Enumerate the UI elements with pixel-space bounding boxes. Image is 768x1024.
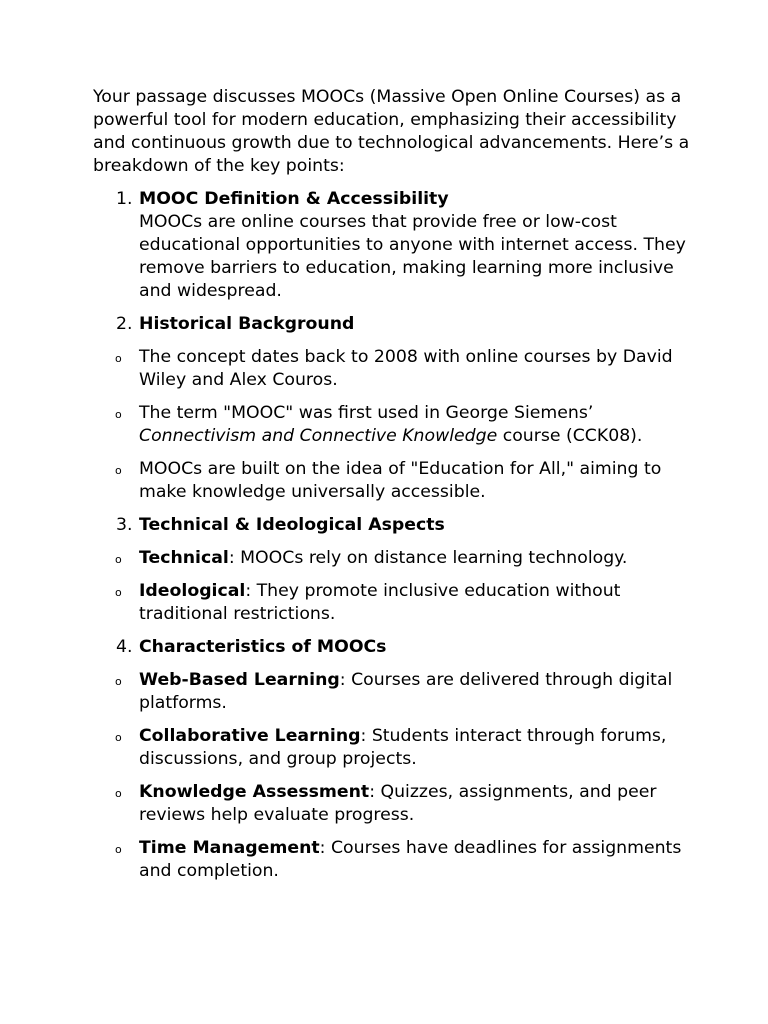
list-item-text: course (CCK08).: [497, 426, 643, 446]
section-number: 1.: [116, 189, 133, 209]
section-heading: Characteristics of MOOCs: [139, 637, 387, 657]
list-item: [93, 725, 693, 771]
intro-paragraph: Your passage discusses MOOCs (Massive Open Online Courses) as a powerful tool for modern education, emphasizing their accessibility and continuous growth due to technological advancements. Here’s a breakdown of the key points:: [93, 87, 690, 176]
list-item: [93, 346, 693, 392]
section-number: 4.: [116, 637, 133, 657]
section-number: 3.: [116, 515, 133, 535]
historical-background-list: [93, 346, 693, 504]
list-item-text: The concept dates back to 2008 with online courses by David Wiley and Alex Couros.: [139, 347, 673, 390]
section-body: MOOCs are online courses that provide free or low-cost educational opportunities to anyone with internet access. They remove barriers to education, making learning more inclusive and widespread.: [139, 212, 686, 301]
list-item-text: MOOCs are built on the idea of "Education for All," aiming to make knowledge universally accessible.: [139, 459, 662, 502]
course-title: Connectivism and Connective Knowledge: [139, 426, 498, 446]
list-item: [93, 781, 693, 827]
list-item-term: Web-Based Learning: [139, 670, 340, 690]
section-characteristics: [93, 636, 693, 659]
technical-ideological-list: [93, 547, 693, 626]
characteristics-list: [93, 669, 693, 883]
bullet-icon: o: [115, 586, 122, 599]
section-heading: MOOC Definition & Accessibility: [139, 189, 449, 209]
list-item-term: Knowledge Assessment: [139, 782, 370, 802]
list-item: [93, 458, 693, 504]
list-item-term: Ideological: [139, 581, 246, 601]
section-number: 2.: [116, 314, 133, 334]
list-item: [93, 402, 693, 448]
list-item-term: Time Management: [139, 838, 320, 858]
list-item-text: : MOOCs rely on distance learning technology.: [228, 548, 628, 568]
bullet-icon: o: [115, 675, 122, 688]
document-page: [93, 86, 693, 883]
list-item-text: The term "MOOC" was first used in George Siemens’: [139, 403, 594, 423]
section-mooc-definition: [93, 188, 693, 303]
list-item-text: : Students interact through forums, discussions, and group projects.: [139, 726, 667, 769]
list-item-term: Technical: [139, 548, 229, 568]
bullet-icon: o: [115, 553, 122, 566]
list-item-text: : Quizzes, assignments, and peer reviews help evaluate progress.: [139, 782, 657, 825]
bullet-icon: o: [115, 352, 122, 365]
list-item: [93, 547, 693, 570]
list-item-text: : They promote inclusive education without traditional restrictions.: [139, 581, 621, 624]
bullet-icon: o: [115, 731, 122, 744]
list-item: [93, 580, 693, 626]
list-item-text: : Courses are delivered through digital platforms.: [139, 670, 673, 713]
section-technical-ideological: [93, 514, 693, 537]
list-item: [93, 669, 693, 715]
bullet-icon: o: [115, 787, 122, 800]
list-item-text: : Courses have deadlines for assignments and completion.: [139, 838, 682, 881]
section-historical-background: [93, 313, 693, 336]
bullet-icon: o: [115, 843, 122, 856]
list-item-term: Collaborative Learning: [139, 726, 361, 746]
list-item: [93, 837, 693, 883]
section-heading: Historical Background: [139, 314, 355, 334]
section-heading: Technical & Ideological Aspects: [139, 515, 445, 535]
bullet-icon: o: [115, 464, 122, 477]
bullet-icon: o: [115, 408, 122, 421]
